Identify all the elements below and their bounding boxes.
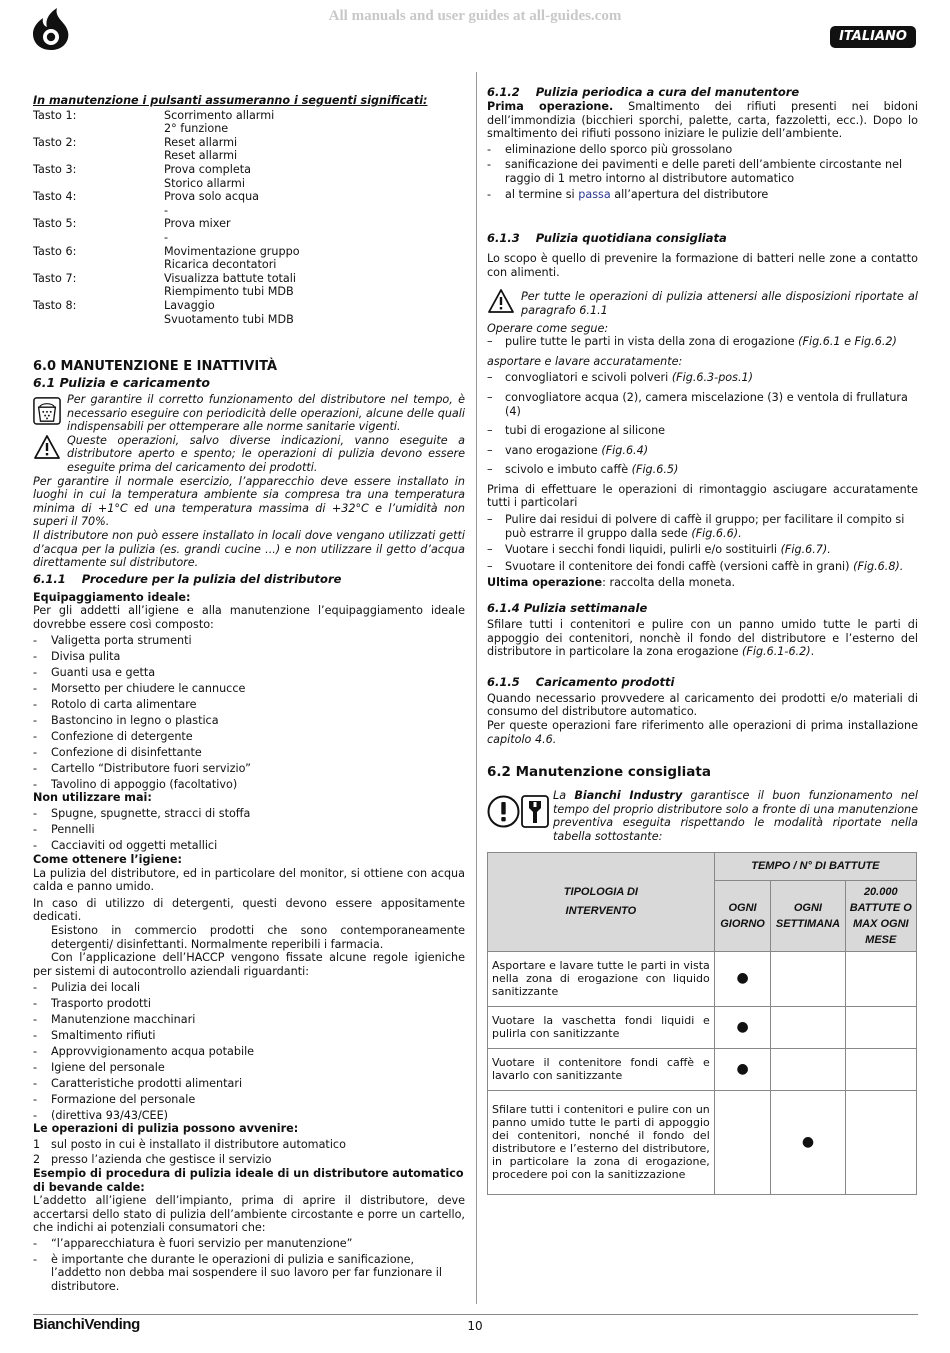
col-type-header: TIPOLOGIA DI INTERVENTO (488, 852, 715, 951)
key-row (33, 163, 465, 177)
list-item (487, 513, 918, 540)
periodic-list (487, 143, 918, 186)
key-label: Tasto 3: (33, 162, 77, 176)
list-bullet: - (33, 1108, 38, 1122)
dot-marker: ● (736, 1018, 749, 1035)
table-row (488, 1048, 917, 1090)
frequency-cell-week (771, 1006, 845, 1048)
list-item (33, 1237, 465, 1251)
key-row (33, 136, 465, 150)
list-item (33, 762, 465, 776)
maintenance-table (487, 852, 917, 1195)
first-operation: Prima operazione. Smaltimento dei rifiuti presenti nei bidoni dell’immondizia (bicchieri sporchi, palette, carta, fazzoletti, ecc.). Dopo lo smaltimento dei rifiuti possono iniziare le pulizie dell’ambiente. (487, 100, 918, 141)
passa-link[interactable]: passa (578, 187, 611, 201)
equipment-intro: Per gli addetti all’igiene e alla manutenzione l’equipaggiamento ideale dovrebbe essere così composto: (33, 604, 465, 631)
list-item-text: Manutenzione macchinari (51, 1012, 196, 1026)
intervention-cell: Vuotare il contenitore fondi caffè e lavarlo con sanitizzante (488, 1048, 715, 1090)
list-item (487, 391, 918, 418)
list-item (33, 1061, 465, 1075)
frequency-cell-month (845, 951, 916, 1006)
key-function: Ricarica decontatori (164, 258, 277, 272)
figure-ref: (Fig.6.4) (601, 443, 649, 457)
list-item-text (505, 463, 678, 477)
never-use-title: Non utilizzare mai: (33, 791, 152, 805)
list-item-text: Bastoncino in legno o plastica (51, 713, 219, 727)
list-item (33, 714, 465, 728)
list-item (33, 997, 465, 1011)
key-row (33, 109, 465, 123)
key-function: Lavaggio (164, 298, 215, 312)
hygiene-title: Come ottenere l’igiene: (33, 852, 182, 866)
operate-label: Operare come segue: (487, 321, 609, 335)
where-list (33, 1138, 465, 1167)
list-item-text (505, 543, 831, 557)
list-bullet: - (33, 665, 38, 679)
item-text: convogliatori e scivoli polveri (505, 371, 672, 385)
dot-marker: ● (801, 1133, 815, 1150)
right-column (487, 85, 918, 1195)
key-label (33, 285, 164, 299)
list-bullet: - (33, 1060, 38, 1074)
list-item-text: Confezione di disinfettante (51, 745, 202, 759)
list-item-text: Smaltimento rifiuti (51, 1028, 156, 1042)
frequency-cell-week (771, 951, 845, 1006)
list-item (33, 746, 465, 760)
list-item-text: eliminazione dello sporco più grossolano (505, 142, 733, 156)
list-item-text: Igiene del personale (51, 1060, 165, 1074)
list-item-text: Tavolino di appoggio (facoltativo) (51, 777, 238, 791)
key-row (33, 245, 465, 259)
list-item (33, 682, 465, 696)
key-label (33, 149, 164, 163)
weekly-paragraph: Sfilare tutti i contenitori e pulire con un panno umido tutte le parti di appoggio dei contenitori, nonchè il fondo del distributore e l’esterno del distributore in particolare la zona erogazione (Fig.6.1-6.2). (487, 618, 918, 659)
list-item (33, 839, 465, 853)
list-item-text: (direttiva 93/43/CEE) (51, 1108, 169, 1122)
frequency-cell-day (714, 951, 771, 1006)
key-row (33, 272, 465, 286)
before-reassembly: Prima di effettuare le operazioni di rimontaggio asciugare accuratamente tutti i particolari (487, 482, 918, 510)
list-item-text: Guanti usa e getta (51, 665, 156, 679)
list-item (487, 371, 918, 385)
list-item (33, 1153, 465, 1167)
key-label: Tasto 6: (33, 244, 77, 258)
column-divider (476, 72, 477, 1304)
list-bullet: - (33, 1236, 38, 1250)
list-bullet: - (33, 1092, 38, 1106)
list-item (487, 444, 918, 458)
list-item (33, 1253, 465, 1294)
list-bullet: – (487, 443, 493, 457)
list-bullet: - (33, 839, 38, 853)
item-text: scivolo e imbuto caffè (505, 463, 632, 477)
key-label (33, 122, 164, 136)
hygiene-paragraph-1: La pulizia del distributore, ed in particolare del monitor, si ottiene con acqua calda e panno umido. (33, 866, 465, 894)
flame-logo-icon (30, 6, 72, 52)
list-bullet: - (33, 807, 38, 821)
list-item (33, 823, 465, 837)
daily-warning: Per tutte le operazioni di pulizia attenersi alle disposizioni riportate al paragrafo 6.1.1 (521, 290, 918, 317)
list-item (33, 730, 465, 744)
temperature-note: Per garantire il normale esercizio, l’apparecchio deve essere installato in luoghi in cui la temperatura ambiente sia compresa tra una temperatura minima di +1°C ed una temperatura massima di +32°C e l’umidità non superi il 70%. (33, 474, 465, 529)
list-item-text: Cartello “Distributore fuori servizio” (51, 761, 251, 775)
list-number: 2 (33, 1153, 41, 1167)
list-bullet: - (33, 1252, 38, 1266)
list-item (33, 778, 465, 792)
watermark: All manuals and user guides at all-guides.com (328, 8, 622, 24)
key-row (33, 299, 465, 313)
note-periodic-operations: Per garantire il corretto funzionamento del distributore nel tempo, è necessario eseguire con periodicità delle operazioni, alcune delle quali indispensabili per ottemperare alle norme sanitarie vigenti. (67, 393, 465, 434)
list-item (487, 560, 918, 574)
list-item-text: “l’apparecchiatura è fuori servizio per manutenzione” (51, 1236, 353, 1250)
frequency-cell-week (771, 1048, 845, 1090)
list-item (487, 143, 918, 157)
list-item-text: presso l’azienda che gestisce il servizio (51, 1153, 272, 1167)
list-item-text (505, 424, 665, 438)
list-item-text (505, 391, 918, 418)
water-jet-note: Il distributore non può essere installato in locali dove vengano utilizzati getti d’acqua per la pulizia (es. grandi cucine ...) e non utilizzare il getto d’acqua direttamente sul distributore. (33, 529, 465, 570)
list-item (33, 981, 465, 995)
section-6-1-3-heading: 6.1.3 Pulizia quotidiana consigliata (487, 231, 727, 246)
list-item (33, 698, 465, 712)
list-bullet: - (33, 729, 38, 743)
brand-logo: BianchiVending (33, 1316, 140, 1333)
list-item (33, 1029, 465, 1043)
key-row (33, 177, 465, 191)
key-label: Tasto 8: (33, 298, 77, 312)
last-operation: Ultima operazione: raccolta della moneta. (487, 576, 736, 590)
list-item (487, 424, 918, 438)
never-use-list (33, 807, 465, 853)
list-bullet: - (33, 1028, 38, 1042)
language-badge: ITALIANO (830, 26, 916, 48)
key-label (33, 177, 164, 191)
list-item (33, 1138, 465, 1152)
section-6-1-2-heading: 6.1.2 Pulizia periodica a cura del manutentore (487, 85, 800, 99)
cleaning-bucket-icon (33, 393, 61, 427)
list-bullet: - (33, 649, 38, 663)
list-bullet: - (33, 1044, 38, 1058)
equipment-title: Equipaggiamento ideale: (33, 590, 191, 604)
item-text: vano erogazione (505, 443, 602, 457)
list-item (33, 807, 465, 821)
example-paragraph: L’addetto all’igiene dell’impianto, prima di aprire il distributore, deve accertarsi dello stato di pulizia dell’ambiente circostante e porre un cartello, che indichi ai potenziali consumatori che: (33, 1194, 465, 1235)
col-time-header: TEMPO / N° DI BATTUTE (714, 852, 916, 880)
keys-title: In manutenzione i pulsanti assumeranno i seguenti significati: (33, 94, 428, 107)
table-row (488, 1006, 917, 1048)
wash-list (487, 371, 918, 477)
key-function: Reset allarmi (164, 135, 238, 149)
list-item-text (505, 560, 903, 574)
key-function: Reset allarmi (164, 149, 238, 163)
list-bullet: - (33, 745, 38, 759)
figure-ref: (Fig.6.5) (631, 463, 679, 477)
list-bullet: - (33, 761, 38, 775)
key-row (33, 122, 465, 136)
list-bullet: - (487, 158, 492, 172)
frequency-cell-month (845, 1048, 916, 1090)
intervention-cell: Vuotare la vaschetta fondi liquidi e pulirla con sanitizzante (488, 1006, 715, 1048)
table-row (488, 951, 917, 1006)
list-item-text: Cacciaviti od oggetti metallici (51, 839, 218, 853)
list-bullet: - (33, 996, 38, 1010)
key-label: Tasto 4: (33, 190, 77, 204)
list-item (33, 1109, 465, 1123)
list-bullet: - (33, 681, 38, 695)
list-item-text (505, 513, 918, 540)
col-week-header: OGNI SETTIMANA (771, 880, 845, 951)
list-item-text: Approvvigionamento acqua potabile (51, 1044, 255, 1058)
key-function: Prova completa (164, 162, 252, 176)
col-month-header: 20.000 BATTUTE O MAX OGNI MESE (845, 880, 916, 951)
list-item-text: Formazione del personale (51, 1092, 196, 1106)
key-row (33, 217, 465, 231)
warning-triangle-icon (487, 288, 515, 314)
list-item-text: Confezione di detergente (51, 729, 193, 743)
section-6-1-5-heading: 6.1.5 Caricamento prodotti (487, 674, 675, 689)
key-label: Tasto 5: (33, 217, 77, 231)
list-bullet: – (487, 424, 493, 438)
frequency-cell-day (714, 1006, 771, 1048)
note-machine-off: Queste operazioni, salvo diverse indicazioni, vanno eseguite a distributore aperto e spento; le operazioni di pulizia devono essere eseguite prima del caricamento dei prodotti. (67, 433, 465, 475)
list-item-text: Pennelli (51, 823, 95, 837)
list-bullet: - (33, 1076, 38, 1090)
dot-marker: ● (736, 970, 749, 987)
list-item-text: sanificazione dei pavimenti e delle pareti dell’ambiente circostante nel raggio di 1 metro intorno al distributore automatico (505, 158, 903, 185)
section-6-1-heading: 6.1 Pulizia e caricamento (33, 375, 210, 391)
intervention-cell: Sfilare tutti i contenitori e pulire con un panno umido tutte le parti di appoggio dei contenitori, nonché il fondo del distributore e l’esterno del distributore, in particolare la zona di erogazione, procedere poi con la sanitizzazione (488, 1090, 715, 1194)
list-item-text: Trasporto prodotti (51, 996, 151, 1010)
list-item: - al termine si passa all’apertura del distributore (487, 187, 769, 201)
item-text: tubi di erogazione al silicone (505, 424, 666, 438)
key-row (33, 313, 465, 327)
key-function: Storico allarmi (164, 176, 245, 190)
frequency-cell-week (771, 1090, 845, 1194)
list-bullet: - (33, 1012, 38, 1026)
list-item (33, 634, 465, 648)
list-item-text: Spugne, spugnette, stracci di stoffa (51, 807, 251, 821)
haccp-list (33, 981, 465, 1122)
list-bullet: - (33, 823, 38, 837)
key-function: Scorrimento allarmi (164, 108, 275, 122)
list-bullet: – (487, 513, 493, 527)
key-row (33, 258, 465, 272)
key-row (33, 204, 465, 218)
item-text: convogliatore acqua (2), camera miscelazione (3) e ventola di frullatura (4) (505, 390, 908, 418)
key-function: Prova mixer (164, 217, 231, 231)
intervention-cell: Asportare e lavare tutte le parti in vista nella zona di erogazione con liquido sanitizzante (488, 951, 715, 1006)
daily-paragraph: Lo scopo è quello di prevenire la formazione di batteri nelle zone a contatto con alimenti. (487, 252, 918, 279)
list-item (33, 1077, 465, 1091)
key-label: Tasto 2: (33, 135, 77, 149)
list-bullet: – (487, 463, 493, 477)
key-label: Tasto 7: (33, 271, 77, 285)
col-day-header: OGNI GIORNO (714, 880, 771, 951)
list-item-text: Rotolo di carta alimentare (51, 697, 197, 711)
list-bullet: – (487, 390, 493, 404)
key-label: Tasto 1: (33, 108, 77, 122)
list-item: – pulire tutte le parti in vista della zona di erogazione (Fig.6.1 e Fig.6.2) (487, 335, 897, 349)
key-function: Visualizza battute totali (164, 271, 296, 285)
list-item-text: Valigetta porta strumenti (51, 633, 192, 647)
loading-paragraph-1: Quando necessario provvedere al caricamento dei prodotti e/o materiali di consumo del distributore automatico. (487, 691, 918, 719)
section-6-0-heading: 6.0 MANUTENZIONE E INATTIVITÀ (33, 359, 278, 375)
frequency-cell-day (714, 1090, 771, 1194)
frequency-cell-day (714, 1048, 771, 1090)
list-item-text: è importante che durante le operazioni di pulizia e sanificazione, l’addetto non debba mai sospendere il suo lavoro per far funzionare il distributore. (51, 1252, 442, 1293)
list-bullet: – (487, 559, 493, 573)
example-list (33, 1237, 465, 1293)
list-bullet: - (33, 980, 38, 994)
remove-label: asportare e lavare accuratamente: (487, 354, 683, 368)
list-item-text: Divisa pulita (51, 649, 121, 663)
list-bullet: – (487, 371, 493, 385)
list-bullet: - (33, 777, 38, 791)
key-row (33, 285, 465, 299)
loading-paragraph-2: Per queste operazioni fare riferimento alle operazioni di prima installazione capitolo 4.6. (487, 719, 918, 746)
section-6-1-1-heading: 6.1.1 Procedure per la pulizia del distributore (33, 571, 342, 586)
list-bullet: - (33, 697, 38, 711)
list-item-text: Caratteristiche prodotti alimentari (51, 1076, 243, 1090)
key-row (33, 190, 465, 204)
list-item-text: Pulizia dei locali (51, 980, 141, 994)
keys-list (33, 109, 465, 327)
list-item (33, 1045, 465, 1059)
where-title: Le operazioni di pulizia possono avvenire: (33, 1122, 299, 1136)
key-function: Riempimento tubi MDB (164, 285, 294, 299)
key-label (33, 231, 164, 245)
list-item-text: Morsetto per chiudere le cannucce (51, 681, 246, 695)
after-list (487, 513, 918, 573)
list-bullet: - (33, 633, 38, 647)
list-item (33, 650, 465, 664)
list-item-text (505, 444, 648, 458)
footer-rule (33, 1314, 918, 1315)
list-item (33, 1093, 465, 1107)
key-function: Prova solo acqua (164, 190, 260, 204)
figure-ref: (Fig.6.3-pos.1) (671, 371, 754, 385)
hygiene-paragraph-2: In caso di utilizzo di detergenti, questi devono essere appositamente dedicati. (33, 896, 465, 924)
list-item (487, 158, 918, 185)
key-label (33, 258, 164, 272)
list-number: 1 (33, 1137, 41, 1151)
list-item (487, 463, 918, 477)
page-number: 10 (467, 1319, 483, 1333)
key-row (33, 231, 465, 245)
section-6-1-4-heading: 6.1.4 Pulizia settimanale (487, 601, 648, 616)
list-bullet: - (33, 713, 38, 727)
key-label (33, 204, 164, 218)
example-title: Esempio di procedura di pulizia ideale di un distributore automatico di bevande calde: (33, 1166, 464, 1194)
item-text: Svuotare il contenitore dei fondi caffè (versioni caffè in grani) (505, 559, 854, 573)
hygiene-paragraph-3: Esistono in commercio prodotti che sono contemporaneamente detergenti/ disinfettanti. Normalmente reperibili i farmacia. (51, 923, 465, 951)
key-function: - (164, 203, 169, 217)
equipment-list (33, 634, 465, 791)
info-exclamation-icon (487, 795, 520, 828)
list-item-text: sul posto in cui è installato il distributore automatico (51, 1137, 346, 1151)
list-bullet: – (487, 543, 493, 557)
key-function: Movimentazione gruppo (164, 244, 300, 258)
dot-marker: ● (736, 1060, 749, 1077)
wrench-tool-icon (521, 795, 549, 828)
maintenance-intro: La Bianchi Industry garantisce il buon funzionamento nel tempo del proprio distributore solo a fronte di una manutenzione preventiva eseguita rispettando le modalità riportate nella tabella sottostante: (553, 789, 919, 843)
section-6-2-heading: 6.2 Manutenzione consigliata (487, 764, 711, 781)
warning-triangle-icon (33, 434, 61, 460)
item-text: Vuotare i secchi fondi liquidi, pulirli e/o sostituirli (505, 543, 781, 557)
frequency-cell-month (845, 1090, 916, 1194)
key-function: Svuotamento tubi MDB (164, 312, 294, 326)
list-item (33, 1013, 465, 1027)
table-row (488, 1090, 917, 1194)
list-item (33, 666, 465, 680)
item-text: Pulire dai residui di polvere di caffè il gruppo; per facilitare il compito si può estrarre il gruppo dalla sede (505, 513, 905, 540)
frequency-cell-month (845, 1006, 916, 1048)
list-item (487, 543, 918, 557)
key-row (33, 149, 465, 163)
key-label (33, 313, 164, 327)
hygiene-paragraph-4: Con l’applicazione dell’HACCP vengono fissate alcune regole igieniche per sistemi di autocontrollo aziendali riguardanti: (33, 951, 465, 978)
left-column (33, 94, 465, 1293)
figure-ref: (Fig.6.7). (780, 543, 831, 557)
list-item-text (505, 371, 753, 385)
key-function: - (164, 230, 169, 244)
figure-ref: (Fig.6.8). (853, 559, 904, 573)
list-bullet: - (487, 142, 492, 156)
figure-ref: (Fig.6.6). (691, 526, 742, 540)
key-function: 2° funzione (164, 122, 229, 136)
